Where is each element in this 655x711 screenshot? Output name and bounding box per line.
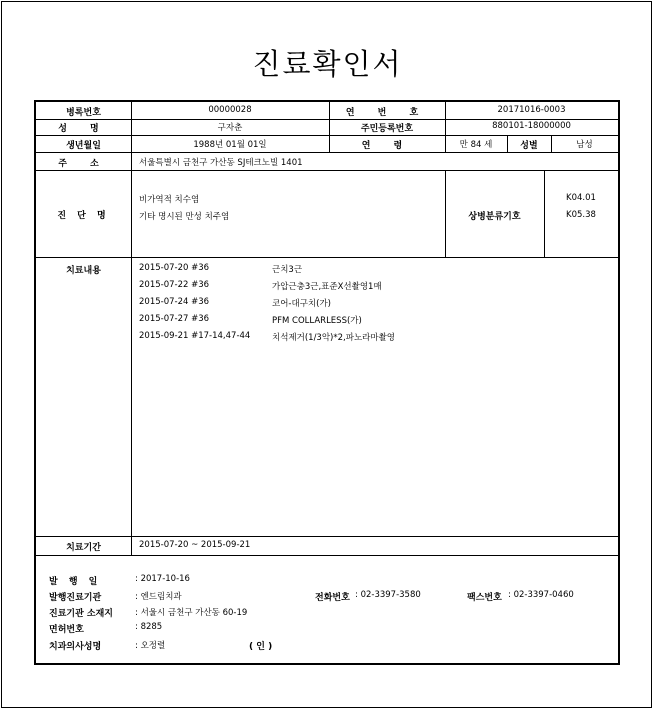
issue-no-value: 20171016-0003 — [497, 105, 566, 115]
treatment-date: 2015-07-20 #36 — [139, 263, 210, 273]
phone-value: : 02-3397-3580 — [355, 590, 421, 600]
seal-mark: ( 인 ) — [249, 642, 273, 652]
license-value: : 8285 — [135, 622, 163, 632]
chart-no-label: 병록번호 — [66, 108, 101, 118]
rrn-value: 880101-18000000 — [492, 121, 571, 131]
sex-value: 남성 — [576, 140, 593, 150]
treatment-date: 2015-07-22 #36 — [139, 280, 210, 290]
issue-date-label: 발 행 일 — [49, 577, 102, 587]
dentist-value: : 오정렬 — [135, 641, 166, 651]
name-value: 구자춘 — [217, 123, 243, 133]
clinic-value: : 엔드림치과 — [135, 592, 182, 602]
clinic-address-value: : 서울시 금천구 가산동 60-19 — [135, 608, 248, 618]
address-value: 서울특별시 금천구 가산동 SJ테크노빌 1401 — [139, 158, 303, 168]
age-label: 연 령 — [361, 141, 413, 151]
address-label: 주 소 — [58, 159, 109, 169]
treatment-desc: 근치3근 — [272, 265, 303, 275]
phone-label: 전화번호 — [315, 593, 350, 603]
period-value: 2015-07-20 ~ 2015-09-21 — [139, 540, 251, 550]
diagnosis-code: K04.01 — [566, 193, 596, 203]
diagnosis-label: 진 단 명 — [57, 211, 110, 221]
period-label: 치료기간 — [66, 543, 101, 553]
diagnosis-item: 기타 명시된 만성 치주염 — [139, 212, 230, 222]
diagnosis-code-label: 상병분류기호 — [468, 212, 521, 222]
chart-no-value: 00000028 — [208, 105, 252, 115]
clinic-address-label: 진료기관 소재지 — [49, 609, 113, 619]
issue-date-value: : 2017-10-16 — [135, 574, 190, 584]
treatment-desc: 치석제거(1/3악)*2,파노라마촬영 — [272, 333, 395, 343]
license-label: 면허번호 — [49, 625, 84, 635]
treatment-label: 치료내용 — [66, 266, 101, 276]
treatment-desc: PFM COLLARLESS(가) — [272, 316, 362, 326]
document-title: 진료확인서 — [252, 47, 403, 81]
treatment-date: 2015-07-27 #36 — [139, 314, 210, 324]
sex-label: 성별 — [520, 141, 538, 151]
diagnosis-code: K05.38 — [566, 210, 596, 220]
treatment-desc: 코어-대구치(가) — [272, 299, 331, 309]
treatment-date: 2015-09-21 #17-14,47-44 — [139, 331, 251, 341]
clinic-label: 발행진료기관 — [49, 593, 102, 603]
name-label: 성 명 — [58, 124, 109, 134]
birth-label: 생년월일 — [66, 141, 101, 151]
fax-value: : 02-3397-0460 — [508, 590, 574, 600]
fax-label: 팩스번호 — [467, 593, 502, 603]
treatment-desc: 가압근충3근,표준X선촬영1매 — [272, 282, 382, 292]
diagnosis-item: 비가역적 치수염 — [139, 195, 200, 205]
issue-no-label: 연 번 호 — [345, 108, 429, 118]
birth-value: 1988년 01월 01일 — [193, 140, 267, 150]
rrn-label: 주민등록번호 — [360, 124, 414, 134]
age-value: 만 84 세 — [459, 140, 493, 150]
treatment-date: 2015-07-24 #36 — [139, 297, 210, 307]
certificate-form — [34, 100, 620, 665]
dentist-label: 치과의사성명 — [49, 642, 102, 652]
